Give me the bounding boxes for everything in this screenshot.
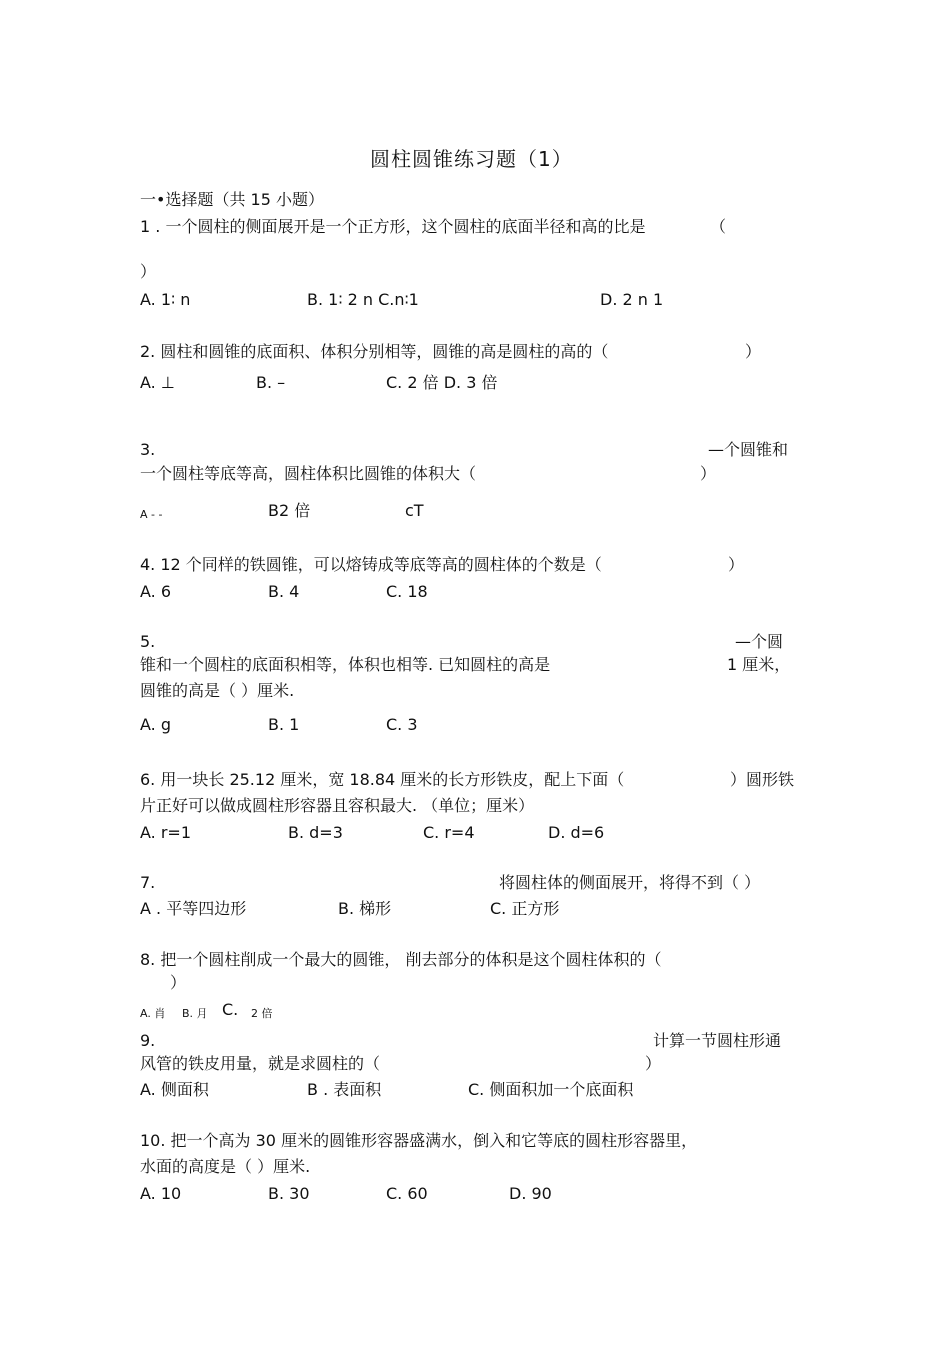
section-heading: 一•选择题（共 15 小题） [140, 190, 324, 209]
question-text: 水面的高度是（ ）厘米. [140, 1157, 311, 1176]
question-number: 3. [140, 440, 156, 459]
question-text: 6. 用一块长 25.12 厘米，宽 18.84 厘米的长方形铁皮，配上下面（ [140, 770, 625, 789]
answer-paren-close: ） [170, 973, 187, 992]
option-a: A. g [140, 715, 171, 734]
option-c: C. 60 [386, 1184, 428, 1203]
question-text: 圆锥的高是（ ）厘米. [140, 681, 295, 700]
option-b: B. 梯形 [338, 899, 392, 918]
option-a: A. 肖 [140, 1007, 166, 1020]
option-a: A. r=1 [140, 823, 191, 842]
question-text: —个圆锥和 [708, 440, 789, 459]
answer-paren-close: ） [745, 342, 762, 361]
question-text: 风管的铁皮用量，就是求圆柱的（ [140, 1054, 381, 1073]
question-number: 9. [140, 1031, 156, 1050]
question-text: 锥和一个圆柱的底面积相等，体积也相等. 已知圆柱的高是 [140, 655, 551, 674]
question-text: —个圆 [735, 632, 784, 651]
option-c: C. r=4 [423, 823, 475, 842]
option-cd: C. 2 倍 D. 3 倍 [386, 373, 498, 392]
option-b: B. 30 [268, 1184, 310, 1203]
option-b: B. 1 [268, 715, 300, 734]
option-b: B. 1∶ 2 n C.n∶1 [307, 290, 419, 309]
option-b: B. – [256, 373, 286, 392]
option-a: A. 侧面积 [140, 1080, 209, 1099]
option-c: C. 正方形 [490, 899, 560, 918]
option-c: C. [222, 1000, 239, 1019]
question-number: 5. [140, 632, 156, 651]
answer-paren-close: ） [645, 1054, 662, 1073]
question-text: 2. 圆柱和圆锥的底面积、体积分别相等，圆锥的高是圆柱的高的（ [140, 342, 609, 361]
page-title: 圆柱圆锥练习题（1） [370, 147, 573, 171]
option-b: B2 倍 [268, 501, 311, 520]
question-text: 10. 把一个高为 30 厘米的圆锥形容器盛满水，倒入和它等底的圆柱形容器里， [140, 1131, 698, 1150]
option-a: A. 10 [140, 1184, 182, 1203]
option-c-value: 2 倍 [251, 1007, 273, 1020]
question-text: 将圆柱体的侧面展开，将得不到（ ） [499, 873, 761, 892]
option-c: C. 侧面积加一个底面积 [468, 1080, 634, 1099]
option-b: B . 表面积 [307, 1080, 382, 1099]
option-c: C. 18 [386, 582, 428, 601]
answer-paren-close: ） [140, 262, 157, 281]
option-d: D. 90 [509, 1184, 552, 1203]
option-b: B. 4 [268, 582, 300, 601]
option-a: A . 平等四边形 [140, 899, 247, 918]
option-a: A - - [140, 508, 163, 521]
answer-paren-close: ） [700, 464, 717, 483]
question-text: 片正好可以做成圆柱形容器且容积最大. （单位；厘米） [140, 796, 535, 815]
option-c: C. 3 [386, 715, 418, 734]
question-text: 1 . 一个圆柱的侧面展开是一个正方形，这个圆柱的底面半径和高的比是 [140, 217, 646, 236]
question-text: 1 厘米， [727, 655, 791, 674]
question-text: 一个圆柱等底等高，圆柱体积比圆锥的体积大（ [140, 464, 477, 483]
option-d: D. 2 n 1 [600, 290, 664, 309]
question-number: 7. [140, 873, 156, 892]
option-a: A. ⊥ [140, 373, 175, 392]
answer-paren-open: （ [710, 217, 727, 236]
question-text: 8. 把一个圆柱削成一个最大的圆锥， 削去部分的体积是这个圆柱体积的（ [140, 950, 662, 969]
answer-paren-close: ） [728, 555, 745, 574]
option-a: A. 1∶ n [140, 290, 191, 309]
option-d: D. d=6 [548, 823, 605, 842]
option-b: B. 月 [182, 1007, 208, 1020]
question-text: ）圆形铁 [730, 770, 795, 789]
option-c: cT [405, 501, 424, 520]
option-b: B. d=3 [288, 823, 343, 842]
option-a: A. 6 [140, 582, 172, 601]
question-text: 4. 12 个同样的铁圆锥，可以熔铸成等底等高的圆柱体的个数是（ [140, 555, 602, 574]
question-text: 计算一节圆柱形通 [653, 1031, 782, 1050]
